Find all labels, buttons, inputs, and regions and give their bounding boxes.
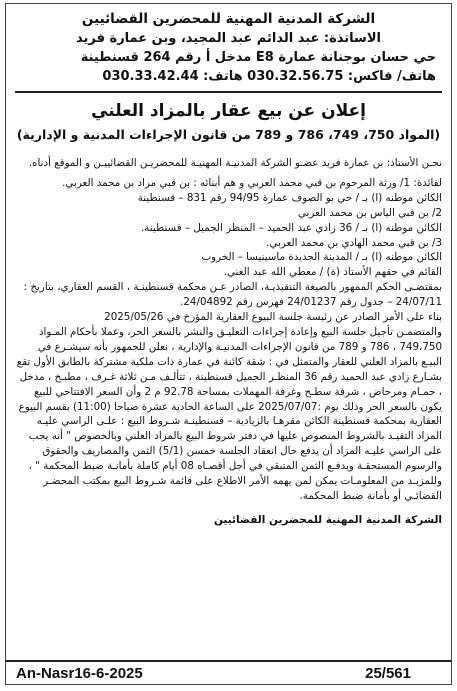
body-beneficiary-3: 3/ بن قبي محمد الهادي بن محمد العربي.	[266, 236, 442, 249]
body-sale-details: والمتضمـن تأجيل جلسة البيع وإعادة إجراءات التعليـق والنشر بالسعر الحر، وعملا بأحكام المـواد 749،750 ، 786 و 789 من قانون الإجراءات المدنيـة والإدارية ، نعلن للجمهور بأنه سيشـرع في البيـع بالمزاد العلني للعقار والمتمثل في : شقة كائنة في عمارة ذات ملكية مشتركة بالطابق الأول تقع بشـارع زادي عبد الحميد رقم 36 المنظـر الجميل قسنطينة ، تتألـف مـن ثلاثة غـرف ، مطبـخ ، مدخل ، حمـام ومرحاض ، شرفة سطـح وغرفة المهملات بمساحة 92.78 م 2 وأن السعر الافتتاحي للبيع يكون بالسعر الحر وذلك يوم :2025/07/07 على الساعة الحادية عشرة صباحا (11:00) بقسم البيوع العقارية بمحكمة قسنطينة الكائن مقرهـا بالزيادية – قسنطينـة شـروط البيع : علـى الراسي عليـه المزاد التقيـد بالشروط المنصوص عليها في دفتر شروط البيع بالمزاد العلني وبالخصوص " أنه يجب على الراسي عليـه المزاد أن يدفع حال انعقاد الجلسة خمسن (5/1) الثمن والمصاريف والحقوق والرسوم المستحقـة ويدفـع الثمن المتبقي في أجل أقصـاه 08 أيام كاملة بأمانـة ضبط المحكمة " ،	[16, 325, 442, 473]
body-intro: نحـن الأستاذ: بن عمارة فريد عضـو الشركة المدنيـة المهنيـة للمحضريـن القضائييـن و الموقع أدناه.	[28, 157, 442, 169]
body-more-info: وللمزيـد من المعلومـات يمكن لمن يهمه الأمر الاطلاع على قائمة شـروط البيع بمكتب المحضـر القضائـي أو بأمانة ضبط المحكمة.	[43, 475, 442, 502]
body-address-1: الكائن موطنه (ا) بـ / حي بو الصوف عمارة 94/95 رقم 831 – قسنطينة	[137, 191, 442, 204]
letterhead-phone: هاتف/ فاكس: 030.32.56.75 هاتف: 030.33.42.44	[102, 69, 436, 84]
notice-body	[15, 156, 442, 504]
letterhead-address: حي حسان بوجنانة عمارة E8 مدخل أ رقم 264 قسنطينة	[80, 50, 436, 65]
body-order: بناء على الأمر الصادر عن رئيسة جلسة البيوع العقارية المؤرخ في 2025/05/26	[104, 311, 442, 324]
letterhead-bailiffs: الاساتذة: عبد الدائم عبد المجيد، وبن عمارة فريد	[76, 31, 381, 46]
notice-title: إعلان عن بيع عقار بالمزاد العلني	[91, 101, 366, 121]
notice-subtitle: (المواد 750، 749، 786 و 789 من قانون الإجراءات المدنية و الإدارية)	[16, 127, 441, 142]
header-divider	[15, 91, 442, 93]
body-judgment: بمقتضـى الحكم الممهور بالصيغة التنفيذيـة، الصادر عـن محكمة قسنطينـة ، القسم العقاري، بتاريخ : 24/07/11 – جدول رقم 24/01237 فهرس رقم 24/04892.	[23, 281, 442, 309]
letterhead	[15, 10, 442, 86]
body-address-2: الكائن موطنه (ا) بـ / 36 زادي عبد الحميد – المنظر الجميل – قسنطينة.	[141, 221, 442, 234]
body-address-3: الكائن موطنه (ا) بـ / المدينة الجديدة ماسينيسا – الخروب	[201, 251, 442, 264]
body-beneficiary-1: لفائدة: 1/ ورثة المرحوم بن قبي محمد العربي و هم أبنائه : بن قبي مراد بن محمد العربي.	[62, 176, 442, 189]
body-representative: القائم في حقهم الأستاذ (ة) / معطي الله عبد الغني.	[223, 266, 442, 279]
body-beneficiary-2: 2/ بن قبي الياس بن محمد العربي	[297, 206, 442, 219]
legal-notice-page	[5, 3, 452, 685]
footer-bar	[6, 660, 451, 684]
signature: الشركة المدنية المهنية للمحضرين القضائيين	[213, 513, 442, 526]
notice-number: 25/561	[365, 664, 411, 682]
letterhead-company: الشركة المدنية المهنية للمحضرين القضائيين	[81, 11, 376, 27]
publication-ref: An-Nasr16-6-2025	[16, 664, 143, 682]
